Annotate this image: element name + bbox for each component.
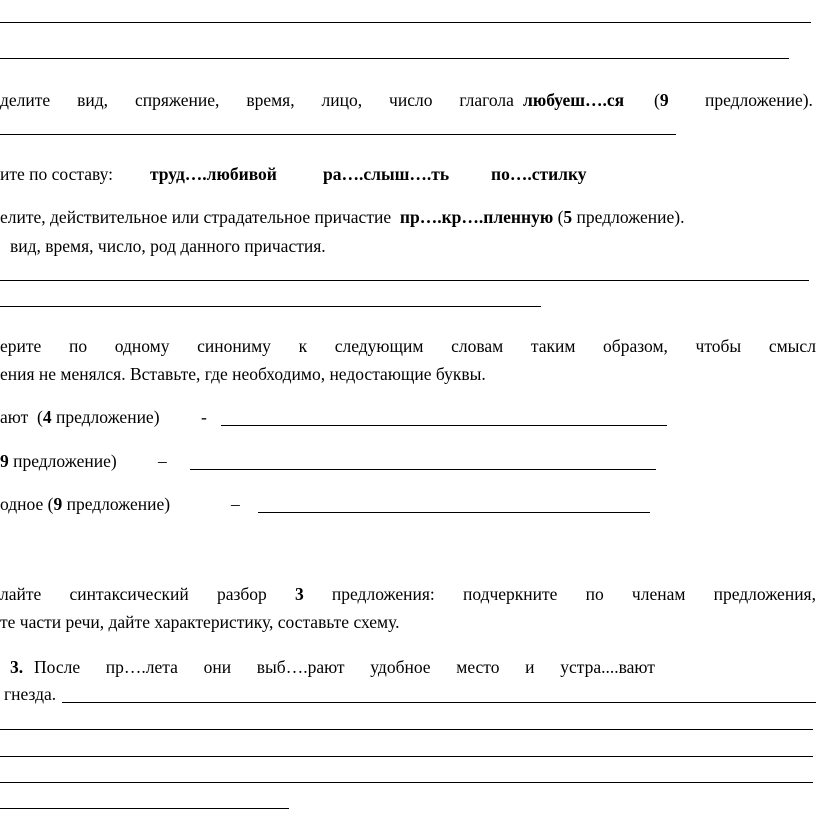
task1-word: делите: [0, 90, 51, 110]
answer-line: [0, 280, 809, 281]
task5-line1: лайте синтаксический разбор 3 предложения: подчеркните по членам предложения,: [0, 584, 816, 604]
answer-line: [0, 22, 811, 23]
task1-sentence-word: предложение).: [705, 90, 813, 110]
task4-item: 9 предложение): [0, 451, 117, 471]
task5-sentence-end: гнезда.: [4, 684, 57, 704]
task4-item-dash: –: [158, 451, 167, 471]
task4-line2: ения не менялся. Вставьте, где необходимо, недостающие буквы.: [0, 364, 486, 384]
task4-item-dash: –: [231, 494, 240, 514]
answer-line[interactable]: [0, 808, 289, 809]
answer-line[interactable]: [62, 702, 816, 703]
answer-line: [0, 134, 676, 135]
task2-word: ра….слыш….ть: [323, 164, 450, 184]
answer-line[interactable]: [0, 729, 813, 730]
task1-verb: любуеш….ся: [523, 90, 625, 110]
task1-word: глагола: [459, 90, 514, 110]
task4-line1: ерите по одному синониму к следующим словам таким образом, чтобы смысл: [0, 336, 816, 356]
task4-item: одное (9 предложение): [0, 494, 171, 514]
task3-line2: вид, время, число, род данного причастия.: [10, 236, 326, 256]
task1-word: спряжение,: [134, 90, 220, 110]
task2-label: ите по составу:: [0, 164, 114, 184]
answer-line[interactable]: [0, 782, 813, 783]
answer-line[interactable]: [221, 425, 667, 426]
answer-line[interactable]: [0, 756, 813, 757]
task5-sentence: После пр….лета они выб….рают удобное место и устра....вают: [34, 657, 655, 677]
task1-word: лицо,: [321, 90, 363, 110]
answer-line: [0, 306, 541, 307]
task1-word: вид,: [77, 90, 109, 110]
task4-item-dash: -: [201, 407, 207, 427]
answer-line[interactable]: [258, 512, 650, 513]
answer-line: [0, 58, 789, 59]
task3-line1: елите, действительное или страдательное причастие пр….кр….пленную (5 предложение).: [0, 207, 685, 227]
answer-line[interactable]: [190, 469, 656, 470]
task2-word: по….стилку: [491, 164, 587, 184]
task2-word: труд….любивой: [150, 164, 277, 184]
task1-word: время,: [246, 90, 295, 110]
task5-line2: те части речи, дайте характеристику, составьте схему.: [0, 612, 400, 632]
task1-word: число: [389, 90, 433, 110]
task5-sentence-num: 3.: [10, 657, 24, 677]
task1-line: [0, 90, 514, 110]
task4-item: ают (4 предложение): [0, 407, 160, 427]
task1-sentence-ref: (9: [654, 90, 669, 110]
